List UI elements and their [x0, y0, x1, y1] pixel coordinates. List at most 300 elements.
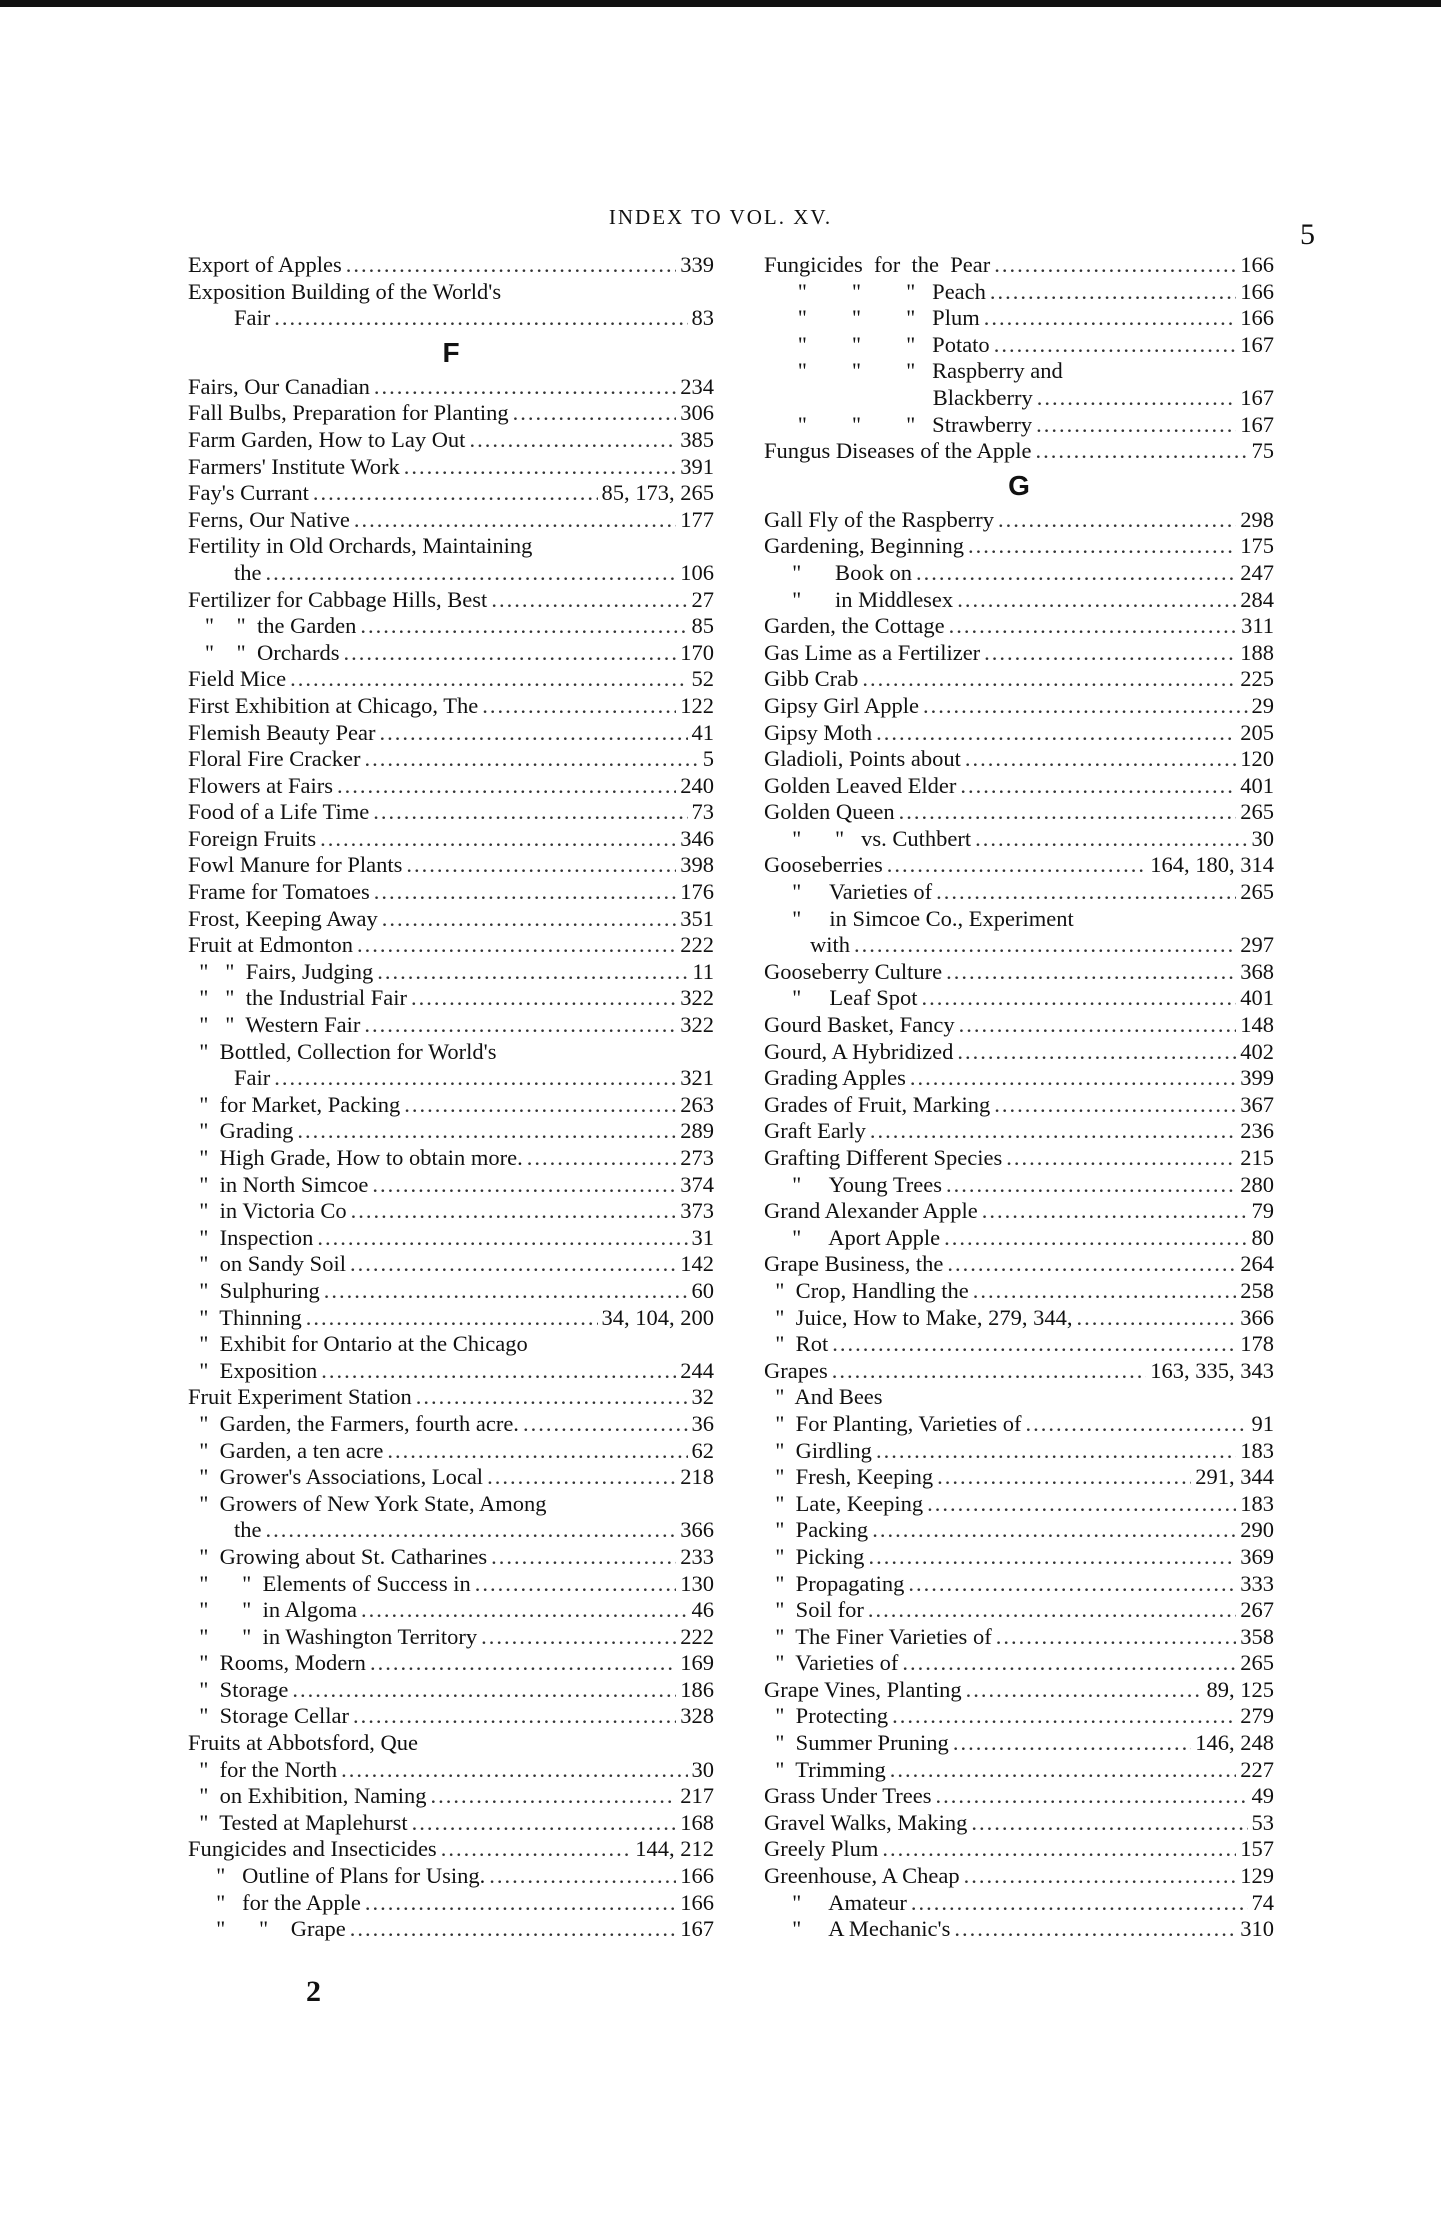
- entry-title: Golden Leaved Elder: [764, 772, 957, 798]
- entry-page: 30: [691, 1756, 714, 1782]
- entry-title: Grass Under Trees: [764, 1783, 932, 1809]
- entry-title: " Amateur: [764, 1889, 907, 1915]
- dot-leader: [832, 1358, 1147, 1385]
- entry-title: Gladioli, Points about: [764, 746, 961, 772]
- index-entry: [764, 1012, 1274, 1039]
- entry-page: 130: [680, 1570, 714, 1596]
- entry-page: 29: [1251, 692, 1274, 718]
- entry-title: " Grower's Associations, Local: [188, 1464, 484, 1490]
- index-entry: [188, 720, 714, 747]
- entry-page: 148: [1240, 1012, 1274, 1038]
- entry-page: 273: [680, 1145, 714, 1170]
- index-entry: [188, 773, 714, 800]
- entry-page: 402: [1240, 1038, 1274, 1064]
- dot-leader: [916, 560, 1236, 587]
- entry-page: 310: [1240, 1916, 1274, 1942]
- entry-title: Gooseberries: [764, 852, 883, 878]
- entry-page: 178: [1240, 1331, 1274, 1357]
- entry-page: 333: [1240, 1570, 1274, 1596]
- entry-title: " " Elements of Success in: [188, 1570, 471, 1596]
- dot-leader: [953, 1730, 1191, 1757]
- index-entry: [188, 507, 714, 534]
- index-entry: [188, 799, 714, 826]
- entry-title: " Exposition: [188, 1357, 318, 1383]
- dot-leader: [266, 1517, 677, 1544]
- dot-leader: [404, 454, 676, 481]
- entry-title: Fall Bulbs, Preparation for Planting: [188, 400, 509, 426]
- index-entry: [764, 1331, 1274, 1358]
- entry-page: 398: [680, 852, 714, 878]
- index-entry: [764, 1145, 1274, 1172]
- entry-page: 175: [1240, 533, 1274, 559]
- dot-leader: [321, 1358, 676, 1385]
- entry-page: 80: [1251, 1224, 1274, 1250]
- entry-page: 247: [1240, 559, 1274, 585]
- entry-page: 129: [1240, 1863, 1274, 1889]
- dot-leader: [373, 799, 687, 826]
- entry-title: " Bottled, Collection for World's: [188, 1038, 497, 1064]
- index-entry: [188, 1065, 714, 1092]
- entry-title: " The Finer Varieties of: [764, 1623, 992, 1649]
- entry-title: " Growers of New York State, Among: [188, 1490, 547, 1516]
- dot-leader: [475, 1571, 677, 1598]
- entry-page: 163, 335, 343: [1150, 1357, 1274, 1383]
- entry-title: " in Middlesex: [764, 586, 954, 612]
- entry-title: Grading Apples: [764, 1065, 906, 1091]
- section-letter: G: [1008, 469, 1030, 501]
- index-entry: [188, 879, 714, 906]
- entry-title: Fruit at Edmonton: [188, 932, 353, 958]
- index-entry: [188, 587, 714, 614]
- entry-title: " Crop, Handling the: [764, 1277, 969, 1303]
- entry-page: 167: [1240, 384, 1274, 410]
- entry-title: " " " Raspberry and: [764, 358, 1063, 384]
- dot-leader: [946, 959, 1236, 986]
- entry-page: 279: [1240, 1703, 1274, 1729]
- index-entry: [188, 1783, 714, 1810]
- index-entry: [188, 1571, 714, 1598]
- dot-leader: [350, 1251, 676, 1278]
- dot-leader: [902, 1650, 1236, 1677]
- entry-title: Ferns, Our Native: [188, 506, 350, 532]
- entry-title: Fruit Experiment Station: [188, 1384, 412, 1410]
- index-entry: [764, 1039, 1274, 1066]
- entry-title: " Trimming: [764, 1756, 886, 1782]
- entry-page: 183: [1240, 1490, 1274, 1516]
- index-entry: [764, 1384, 1274, 1411]
- index-entry: [764, 799, 1274, 826]
- entry-page: 91: [1251, 1410, 1274, 1436]
- dot-leader: [1026, 1411, 1248, 1438]
- index-entry: [764, 358, 1274, 385]
- entry-page: 399: [1240, 1065, 1274, 1091]
- entry-title: " " Orchards: [188, 639, 340, 665]
- dot-leader: [998, 507, 1236, 534]
- entry-title: Gardening, Beginning: [764, 533, 964, 559]
- entry-title: " " " Peach: [764, 278, 986, 304]
- entry-page: 236: [1240, 1118, 1274, 1144]
- index-entry: [188, 454, 714, 481]
- dot-leader: [994, 252, 1236, 279]
- index-entry: [764, 1225, 1274, 1252]
- dot-leader: [353, 1703, 676, 1730]
- entry-page: 374: [680, 1171, 714, 1197]
- entry-title: Gourd Basket, Fancy: [764, 1012, 955, 1038]
- index-entry: [764, 507, 1274, 534]
- dot-leader: [994, 332, 1237, 359]
- entry-page: 79: [1251, 1198, 1274, 1224]
- entry-page: 346: [680, 825, 714, 851]
- entry-page: 142: [680, 1251, 714, 1277]
- entry-page: 265: [1240, 799, 1274, 825]
- dot-leader: [343, 640, 676, 667]
- entry-title: Gas Lime as a Fertilizer: [764, 639, 981, 665]
- entry-title: " Varieties of: [764, 1650, 899, 1676]
- entry-title: Export of Apples: [188, 252, 342, 277]
- entry-page: 311: [1241, 613, 1274, 639]
- entry-title: " Packing: [764, 1517, 869, 1543]
- dot-leader: [937, 1464, 1191, 1491]
- index-entry: [764, 1597, 1274, 1624]
- index-entry: [188, 1916, 714, 1943]
- entry-page: 234: [680, 373, 714, 399]
- entry-page: 328: [680, 1703, 714, 1729]
- index-entry: [188, 1172, 714, 1199]
- entry-title: Fair: [234, 305, 271, 331]
- entry-page: 267: [1240, 1597, 1274, 1623]
- entry-page: 339: [680, 252, 714, 277]
- entry-title: " in Simcoe Co., Experiment: [764, 905, 1074, 931]
- index-entry: [188, 1039, 714, 1066]
- entry-title: Food of a Life Time: [188, 799, 370, 825]
- entry-page: 36: [691, 1410, 714, 1436]
- dot-leader: [313, 480, 598, 507]
- index-entry: [188, 1810, 714, 1837]
- entry-page: 41: [691, 719, 714, 745]
- entry-title: " Aport Apple: [764, 1224, 941, 1250]
- entry-title: " And Bees: [764, 1384, 883, 1410]
- entry-page: 83: [691, 305, 714, 331]
- entry-page: 401: [1240, 772, 1274, 798]
- entry-title: " Late, Keeping: [764, 1490, 924, 1516]
- index-entry: [764, 1358, 1274, 1385]
- entry-title: Gipsy Girl Apple: [764, 692, 919, 718]
- dot-leader: [357, 932, 676, 959]
- index-entry: [188, 985, 714, 1012]
- dot-leader: [431, 1783, 677, 1810]
- dot-leader: [832, 1331, 1236, 1358]
- entry-title: Grades of Fruit, Marking: [764, 1091, 991, 1117]
- index-entry: [188, 906, 714, 933]
- entry-page: 85, 173, 265: [601, 480, 714, 506]
- entry-page: 280: [1240, 1171, 1274, 1197]
- index-entry: [764, 1198, 1274, 1225]
- index-entry: [764, 1438, 1274, 1465]
- index-entry: [764, 385, 1274, 412]
- dot-leader: [892, 1703, 1236, 1730]
- dot-leader: [966, 1677, 1203, 1704]
- index-entry: [188, 1890, 714, 1917]
- entry-title: Farm Garden, How to Lay Out: [188, 426, 466, 452]
- entry-page: 215: [1240, 1145, 1274, 1170]
- dot-leader: [994, 1092, 1236, 1119]
- dot-leader: [908, 1571, 1236, 1598]
- dot-leader: [487, 1464, 676, 1491]
- entry-page: 168: [680, 1809, 714, 1835]
- entry-page: 225: [1240, 666, 1274, 692]
- entry-page: 240: [680, 772, 714, 798]
- index-entry: [188, 1225, 714, 1252]
- entry-title: " Storage: [188, 1676, 289, 1702]
- entry-page: 46: [691, 1597, 714, 1623]
- entry-title: " " vs. Cuthbert: [764, 825, 972, 851]
- entry-page: 183: [1240, 1437, 1274, 1463]
- dot-leader: [372, 1172, 676, 1199]
- entry-page: 166: [1240, 252, 1274, 277]
- entry-title: " " " Potato: [764, 331, 990, 357]
- index-entry: [188, 1464, 714, 1491]
- entry-page: 120: [1240, 746, 1274, 772]
- index-entry: [764, 693, 1274, 720]
- entry-title: " Exhibit for Ontario at the Chicago: [188, 1331, 528, 1357]
- entry-title: Fowl Manure for Plants: [188, 852, 403, 878]
- entry-page: 289: [680, 1118, 714, 1144]
- dot-leader: [412, 1810, 677, 1837]
- entry-page: 167: [1240, 411, 1274, 437]
- entry-title: " " the Industrial Fair: [188, 985, 407, 1011]
- dot-leader: [320, 826, 676, 853]
- index-entry: [188, 1305, 714, 1332]
- dot-leader: [266, 560, 677, 587]
- index-entry: [188, 1703, 714, 1730]
- dot-leader: [306, 1305, 598, 1332]
- index-entry: [764, 1863, 1274, 1890]
- entry-title: Garden, the Cottage: [764, 613, 945, 639]
- entry-title: Graft Early: [764, 1118, 866, 1144]
- entry-page: 290: [1240, 1517, 1274, 1543]
- dot-leader: [990, 279, 1236, 306]
- index-entry: [764, 1650, 1274, 1677]
- entry-title: " for the Apple: [188, 1889, 361, 1915]
- entry-title: Blackberry: [764, 384, 1033, 410]
- entry-title: " Rot: [764, 1331, 829, 1357]
- entry-page: 106: [680, 559, 714, 585]
- dot-leader: [964, 1863, 1237, 1890]
- index-entry: [764, 1517, 1274, 1544]
- index-entry: [764, 279, 1274, 306]
- entry-page: 27: [691, 586, 714, 612]
- index-entry: [188, 666, 714, 693]
- entry-title: Grape Business, the: [764, 1251, 944, 1277]
- dot-leader: [949, 613, 1238, 640]
- entry-title: Grand Alexander Apple: [764, 1198, 978, 1224]
- index-entry: [764, 1491, 1274, 1518]
- entry-page: 186: [680, 1676, 714, 1702]
- index-entry: [764, 666, 1274, 693]
- entry-title: " in North Simcoe: [188, 1171, 369, 1197]
- index-entry: [188, 1597, 714, 1624]
- dot-leader: [297, 1118, 676, 1145]
- entry-page: 322: [680, 985, 714, 1011]
- entry-page: 291, 344: [1195, 1464, 1274, 1490]
- entry-title: " Garden, a ten acre: [188, 1437, 384, 1463]
- entry-title: Gipsy Moth: [764, 719, 873, 745]
- index-entry: [188, 305, 714, 332]
- index-entry: [764, 613, 1274, 640]
- dot-leader: [996, 1624, 1237, 1651]
- dot-leader: [957, 1039, 1236, 1066]
- entry-title: the: [234, 1517, 262, 1543]
- dot-leader: [364, 1012, 676, 1039]
- entry-title: " Propagating: [764, 1570, 905, 1596]
- entry-page: 205: [1240, 719, 1274, 745]
- entry-page: 306: [680, 400, 714, 426]
- entry-title: " Girdling: [764, 1437, 872, 1463]
- entry-title: " Varieties of: [764, 879, 933, 905]
- entry-title: Fruits at Abbotsford, Que: [188, 1730, 418, 1756]
- index-entry: [764, 879, 1274, 906]
- index-entry: [764, 1703, 1274, 1730]
- index-entry: [188, 959, 714, 986]
- dot-leader: [887, 852, 1147, 879]
- entry-page: 244: [680, 1357, 714, 1383]
- entry-page: 368: [1240, 958, 1274, 984]
- index-entry: [764, 412, 1274, 439]
- index-entry: [764, 1305, 1274, 1332]
- dot-leader: [377, 959, 688, 986]
- dot-leader: [854, 932, 1236, 959]
- entry-page: 265: [1240, 1650, 1274, 1676]
- dot-leader: [870, 1118, 1236, 1145]
- index-entry: [764, 438, 1274, 465]
- entry-page: 166: [1240, 305, 1274, 331]
- entry-page: 52: [691, 666, 714, 692]
- index-entry: [764, 332, 1274, 359]
- dot-leader: [984, 640, 1236, 667]
- entry-page: 166: [680, 1863, 714, 1889]
- entry-title: Fair: [234, 1065, 271, 1091]
- dot-leader: [350, 1916, 677, 1943]
- index-entry: [764, 1251, 1274, 1278]
- index-entry: [188, 1517, 714, 1544]
- dot-leader: [959, 1012, 1237, 1039]
- dot-leader: [354, 507, 676, 534]
- dot-leader: [973, 1278, 1236, 1305]
- dot-leader: [910, 1065, 1236, 1092]
- dot-leader: [351, 1198, 677, 1225]
- entry-page: 167: [680, 1916, 714, 1942]
- index-entry: [188, 1624, 714, 1651]
- index-entry: [764, 252, 1274, 279]
- entry-page: 75: [1251, 438, 1274, 464]
- index-entry: [764, 1278, 1274, 1305]
- entry-page: 233: [680, 1543, 714, 1569]
- dot-leader: [954, 1916, 1236, 1943]
- dot-leader: [513, 400, 677, 427]
- index-entry: [188, 613, 714, 640]
- dot-leader: [947, 1251, 1236, 1278]
- index-entry: [764, 1544, 1274, 1571]
- dot-leader: [374, 879, 677, 906]
- index-entry: [764, 1890, 1274, 1917]
- entry-page: 401: [1240, 985, 1274, 1011]
- entry-title: " " in Washington Territory: [188, 1623, 478, 1649]
- dot-leader: [364, 746, 698, 773]
- entry-title: " Protecting: [764, 1703, 889, 1729]
- entry-title: Frame for Tomatoes: [188, 879, 370, 905]
- index-entry: [188, 400, 714, 427]
- index-entry: [188, 1092, 714, 1119]
- dot-leader: [379, 720, 687, 747]
- dot-leader: [923, 693, 1248, 720]
- entry-title: " Inspection: [188, 1224, 314, 1250]
- entry-page: 351: [680, 905, 714, 931]
- dot-leader: [382, 906, 676, 933]
- entry-title: " Summer Pruning: [764, 1730, 949, 1756]
- entry-page: 222: [680, 1623, 714, 1649]
- entry-title: " Leaf Spot: [764, 985, 918, 1011]
- dot-leader: [968, 533, 1236, 560]
- entry-title: " " the Garden: [188, 613, 357, 639]
- entry-title: " " " Strawberry: [764, 411, 1033, 437]
- index-entry: [764, 746, 1274, 773]
- dot-leader: [406, 852, 676, 879]
- index-entry: [188, 746, 714, 773]
- entry-page: 263: [680, 1091, 714, 1117]
- index-entry: [764, 1810, 1274, 1837]
- index-entry: [764, 852, 1274, 879]
- index-entry: [188, 279, 714, 306]
- entry-title: Gourd, A Hybridized: [764, 1038, 954, 1064]
- entry-title: " Sulphuring: [188, 1277, 320, 1303]
- entry-title: First Exhibition at Chicago, The: [188, 692, 479, 718]
- entry-page: 31: [691, 1224, 714, 1250]
- entry-title: Golden Queen: [764, 799, 895, 825]
- dot-leader: [416, 1384, 688, 1411]
- dot-leader: [317, 1225, 687, 1252]
- dot-leader: [911, 1890, 1248, 1917]
- entry-page: 265: [1240, 879, 1274, 905]
- entry-title: " Rooms, Modern: [188, 1650, 366, 1676]
- entry-title: " for Market, Packing: [188, 1091, 401, 1117]
- dot-leader: [872, 1517, 1236, 1544]
- dot-leader: [404, 1092, 676, 1119]
- page-number: 5: [1300, 218, 1315, 251]
- entry-page: 32: [691, 1384, 714, 1410]
- entry-title: Fungicides and Insecticides: [188, 1836, 437, 1862]
- dot-leader: [984, 305, 1237, 332]
- index-entry: [764, 1118, 1274, 1145]
- entry-page: 157: [1240, 1836, 1274, 1862]
- dot-leader: [899, 799, 1237, 826]
- entry-title: with: [810, 932, 851, 958]
- entry-title: Floral Fire Cracker: [188, 746, 361, 772]
- index-entry: [188, 1012, 714, 1039]
- dot-leader: [489, 1863, 676, 1890]
- entry-page: 34, 104, 200: [601, 1304, 714, 1330]
- entry-title: " Soil for: [764, 1597, 864, 1623]
- entry-title: Grape Vines, Planting: [764, 1676, 962, 1702]
- index-entry: [764, 1065, 1274, 1092]
- dot-leader: [527, 1145, 677, 1172]
- index-entry: [764, 720, 1274, 747]
- index-entry: [188, 1757, 714, 1784]
- dot-leader: [957, 587, 1236, 614]
- index-entry: [188, 852, 714, 879]
- index-entry: [188, 533, 714, 560]
- dot-leader: [374, 374, 676, 401]
- dot-leader: [1077, 1305, 1237, 1332]
